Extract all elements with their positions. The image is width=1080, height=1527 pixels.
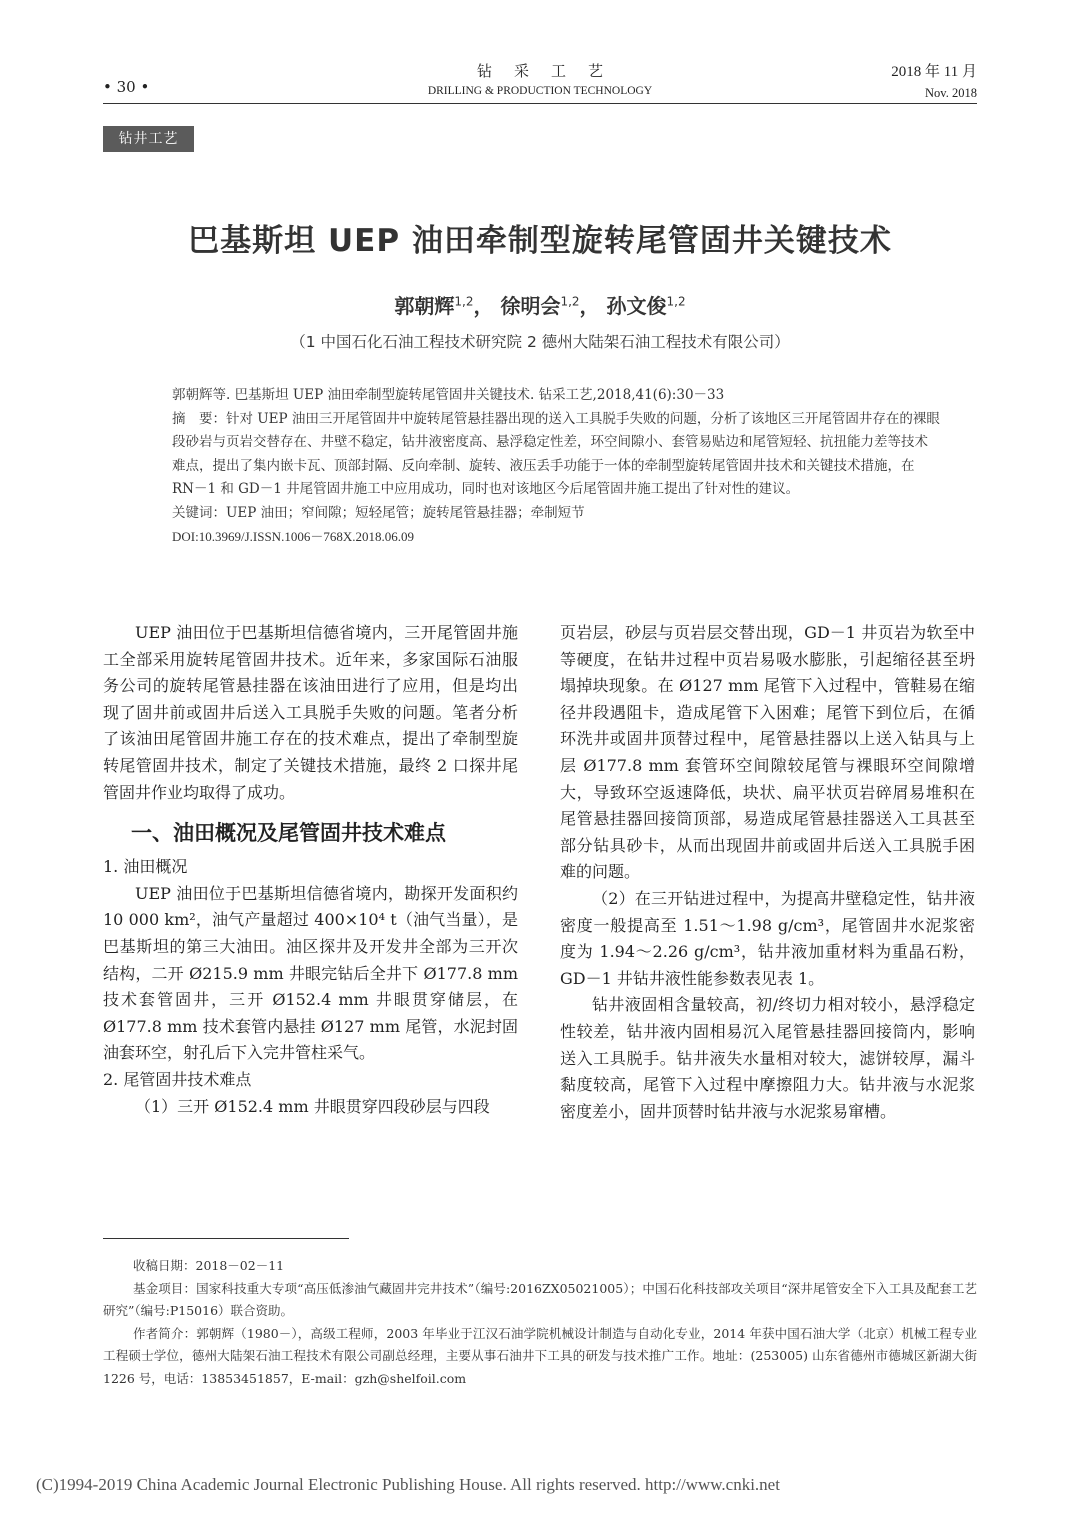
- body-paragraph: （1）三开 Ø152.4 mm 井眼贯穿四段砂层与四段: [135, 1096, 490, 1116]
- body-paragraph: 页岩层，砂层与页岩层交替出现，GD－1 井页岩为软至中等硬度，在钻井过程中页岩易吸水膨胀，引起缩径甚至坍塌掉块现象。在 Ø127 mm 尾管下入过程中，管鞋易在缩径井段遇阻卡，造成尾管下入困难；尾管下到位后，在循环洗井或固井顶替过程中，尾管悬挂器以上送入钻具与上层 Ø177.8 mm 套管环空间隙较尾管与裸眼环空间隙增大，导致环空返速降低，块状、扁平状页岩碎屑易堆积在尾管悬挂器回接筒顶部，易造成尾管悬挂器送入工具甚至部分钻具砂卡，从而出现固井前或固井后送入工具脱手困难的问题。: [560, 623, 975, 882]
- author-name: 孙文俊: [606, 294, 667, 318]
- body-paragraph: 钻井液固相含量较高，初/终切力相对较小，悬浮稳定性较差，钻井液内固相易沉入尾管悬挂器回接筒内，影响送入工具脱手。钻井液失水量相对较大，滤饼较厚，漏斗黏度较高，尾管下入过程中摩擦阻力大。钻井液与水泥浆密度差小，固井顶替时钻井液与水泥浆易窜槽。: [560, 995, 975, 1121]
- received-date: 收稿日期：2018－02－11: [133, 1258, 285, 1273]
- author-affil-sup: 1,2: [560, 294, 580, 309]
- footnotes: [103, 1255, 977, 1390]
- abstract-text: 摘 要：针对 UEP 油田三开尾管固井中旋转尾管悬挂器出现的送入工具脱手失败的问题，分析了该地区三开尾管固井存在的裸眼段砂岩与页岩交替存在、井壁不稳定，钻井液密度高、悬浮稳定性差，环空间隙小、套管易贴边和尾管短轻、抗扭能力差等技术难点，提出了集内嵌卡瓦、顶部封隔、反向牵制、旋转、液压丢手功能于一体的牵制型旋转尾管固井技术和关键技术措施，在 RN－1 和 GD－1 井尾管固井施工中应用成功，同时也对该地区今后尾管固井施工提出了针对性的建议。: [172, 410, 940, 497]
- affiliation: （1 中国石化石油工程技术研究院 2 德州大陆架石油工程技术有限公司）: [290, 333, 790, 351]
- page-number: • 30 •: [103, 78, 150, 96]
- body-column-right: [560, 620, 975, 1125]
- author-affil-sup: 1,2: [666, 294, 686, 309]
- copyright-watermark: (C)1994-2019 China Academic Journal Electronic Publishing House. All rights reserved. http://www.cnki.net: [36, 1475, 780, 1494]
- paper-title: 巴基斯坦 UEP 油田牵制型旋转尾管固井关键技术: [188, 223, 892, 259]
- fund-note: 基金项目：国家科技重大专项“高压低渗油气藏固井完井技术”（编号:2016ZX05021005）；中国石化科技部攻关项目“深井尾管安全下入工具及配套工艺研究”（编号:P15016）联合资助。: [103, 1280, 977, 1318]
- section-heading: 一、油田概况及尾管固井技术难点: [131, 821, 446, 846]
- subsection-heading: 2. 尾管固井技术难点: [103, 1069, 252, 1089]
- doi: DOI:10.3969/J.ISSN.1006－768X.2018.06.09: [172, 529, 414, 544]
- body-column-left: [103, 620, 518, 1120]
- footnote-rule: [103, 1238, 349, 1239]
- journal-name-en: DRILLING & PRODUCTION TECHNOLOGY: [427, 85, 653, 97]
- author-list: [0, 290, 1080, 319]
- issue-date-en: Nov. 2018: [925, 86, 977, 100]
- keywords: 关键词：UEP 油田；窄间隙；短轻尾管；旋转尾管悬挂器；牵制短节: [172, 504, 585, 521]
- intro-paragraph: UEP 油田位于巴基斯坦信德省境内，三开尾管固井施工全部采用旋转尾管固井技术。近年来，多家国际石油服务公司的旋转尾管悬挂器在该油田进行了应用，但是均出现了固井前或固井后送入工具脱手失败的问题。笔者分析了该油田尾管固井施工存在的技术难点，提出了牵制型旋转尾管固井技术，制定了关键技术措施，最终 2 口探井尾管固井作业均取得了成功。: [103, 623, 518, 802]
- issue-date: [891, 60, 977, 101]
- header-rule: [103, 103, 977, 104]
- subsection-heading: 1. 油田概况: [103, 857, 188, 877]
- section-tag: 钻井工艺: [103, 126, 194, 152]
- author-name: 徐明会: [500, 294, 561, 318]
- abstract-block: [172, 384, 940, 549]
- author-bio: 作者简介：郭朝辉（1980－），高级工程师，2003 年毕业于江汉石油学院机械设计制造与自动化专业，2014 年获中国石油大学（北京）机械工程专业工程硕士学位，德州大陆架石油工程技术有限公司副总经理，主要从事石油井下工具的研发与技术推广工作。地址：(253005) 山东省德州市德城区新湖大街 1226 号，电话：13853451857，E-mail：gzh@shelfoil.com: [103, 1325, 977, 1386]
- journal-name-cn: 钻采工艺: [476, 62, 625, 80]
- body-paragraph: UEP 油田位于巴基斯坦信德省境内，勘探开发面积约 10 000 km²，油气产量超过 400×10⁴ t（油气当量），是巴基斯坦的第三大油田。油区探井及开发井全部为三开次结构，二开 Ø215.9 mm 井眼完钻后全井下 Ø177.8 mm 技术套管固井，三开 Ø152.4 mm 井眼贯穿储层，在 Ø177.8 mm 技术套管内悬挂 Ø127 mm 尾管，水泥封固油套环空，射孔后下入完井管柱采气。: [103, 883, 518, 1063]
- body-paragraph: （2）在三开钻进过程中，为提高井壁稳定性，钻井液密度一般提高至 1.51～1.98 g/cm³，尾管固井水泥浆密度为 1.94～2.26 g/cm³，钻井液加重材料为重晶石粉，GD－1 井钻井液性能参数表见表 1。: [560, 888, 975, 988]
- author-separator: ，: [473, 294, 494, 318]
- issue-date-cn: 2018 年 11 月: [891, 64, 977, 80]
- author-affil-sup: 1,2: [454, 294, 474, 309]
- author-name: 郭朝辉: [394, 294, 455, 318]
- journal-header: [380, 60, 700, 97]
- citation: 郭朝辉等. 巴基斯坦 UEP 油田牵制型旋转尾管固井关键技术. 钻采工艺,2018,41(6):30－33: [172, 387, 725, 403]
- author-separator: ，: [579, 294, 600, 318]
